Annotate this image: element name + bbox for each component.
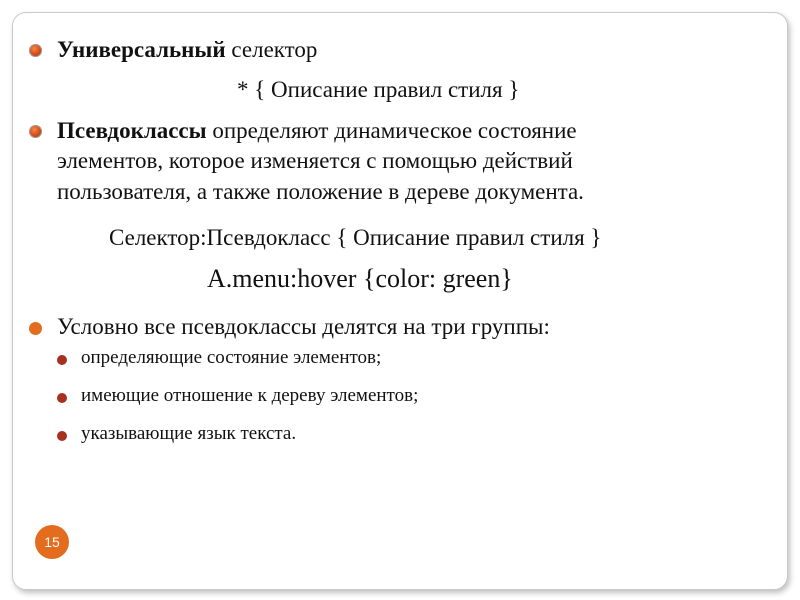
bullet-groups-intro: Условно все псевдоклассы делятся на три группы: [57, 314, 550, 339]
pseudoclasses-desc-3: пользователя, а также положение в дереве документа. [57, 179, 584, 204]
bullet-icon [29, 44, 42, 57]
bullet-icon [29, 322, 42, 335]
code-universal-syntax: * { Описание правил стиля } [237, 77, 520, 102]
bullet-universal-selector [57, 35, 317, 65]
slide [12, 12, 788, 590]
term-pseudoclasses: Псевдоклассы [57, 118, 207, 143]
code-pseudoclass-syntax: Селектор:Псевдокласс { Описание правил стиля } [109, 225, 602, 250]
term-universal-desc: селектор [225, 37, 318, 62]
bullet-icon [29, 125, 42, 138]
pseudoclasses-desc-1: определяют динамическое состояние [206, 118, 577, 143]
sub-item-state: определяющие состояние элементов; [81, 347, 382, 368]
slide-content [13, 13, 787, 589]
sub-bullet-icon [57, 431, 67, 441]
sub-bullet-icon [57, 355, 67, 365]
page-number-badge: 15 [35, 525, 69, 559]
sub-item-tree: имеющие отношение к дереву элементов; [81, 385, 419, 406]
code-hover-example: A.menu:hover {color: green} [207, 264, 513, 293]
sub-item-language: указывающие язык текста. [81, 423, 297, 444]
pseudoclasses-desc-2: элементов, которое изменяется с помощью действий [57, 148, 573, 173]
bullet-pseudoclasses-line1 [57, 116, 577, 146]
term-universal: Универсальный [57, 37, 226, 62]
sub-bullet-icon [57, 393, 67, 403]
